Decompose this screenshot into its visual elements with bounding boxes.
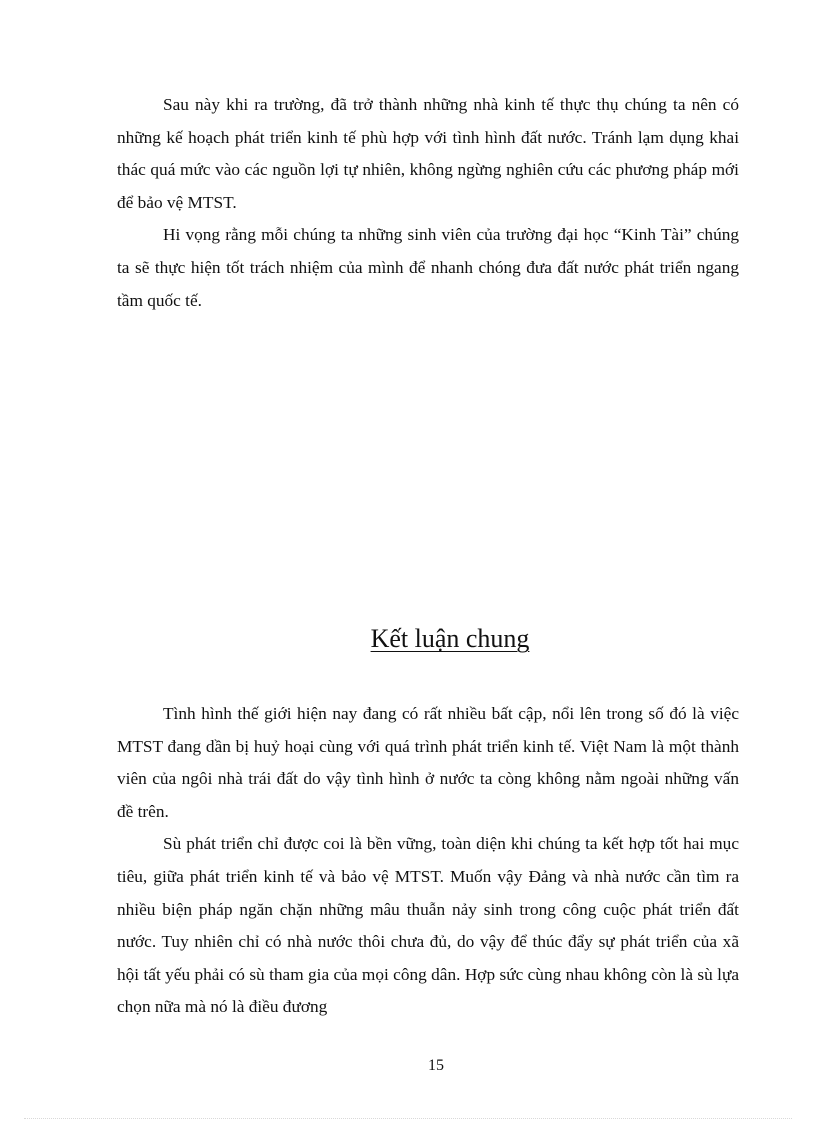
paragraph-student-hope: Hi vọng rằng mỗi chúng ta những sinh viên của trường đại học “Kinh Tài” chúng ta sẽ thực hiện tốt trách nhiệm của mình để nhanh chóng đưa đất nước phát triển ngang tầm quốc tế. bbox=[117, 225, 739, 310]
lower-text-block bbox=[117, 698, 739, 1024]
page-number: 15 bbox=[428, 1057, 444, 1074]
upper-text-block bbox=[117, 89, 739, 317]
paragraph-sustainable-development: Sù phát triển chỉ được coi là bền vững, toàn diện khi chúng ta kết hợp tốt hai mục tiêu, giữa phát triển kinh tế và bảo vệ MTST. Muốn vậy Đảng và nhà nước cần tìm ra nhiều biện pháp ngăn chặn những mâu thuẫn nảy sinh trong công cuộc phát triển đất nước. Tuy nhiên chỉ có nhà nước thôi chưa đủ, do vậy để thúc đẩy sự phát triển của xã hội tất yếu phải có sù tham gia của mọi công dân. Hợp sức cùng nhau không còn là sù lựa chọn nữa mà nó là điều đương bbox=[117, 834, 739, 1017]
paragraph-world-situation: Tình hình thế giới hiện nay đang có rất nhiều bất cập, nổi lên trong số đó là việc MTST đang dần bị huỷ hoại cùng với quá trình phát triển kinh tế. Việt Nam là một thành viên của ngôi nhà trái đất do vậy tình hình ở nước ta còng không nằm ngoài những vấn đề trên. bbox=[117, 704, 739, 821]
page-bottom-divider bbox=[24, 1118, 792, 1119]
section-heading: Kết luận chung bbox=[370, 624, 530, 653]
paragraph-career-plan: Sau này khi ra trường, đã trở thành những nhà kinh tế thực thụ chúng ta nên có những kế hoạch phát triển kinh tế phù hợp với tình hình đất nước. Tránh lạm dụng khai thác quá mức vào các nguồn lợi tự nhiên, không ngừng nghiên cứu các phương pháp mới để bảo vệ MTST. bbox=[117, 95, 739, 212]
